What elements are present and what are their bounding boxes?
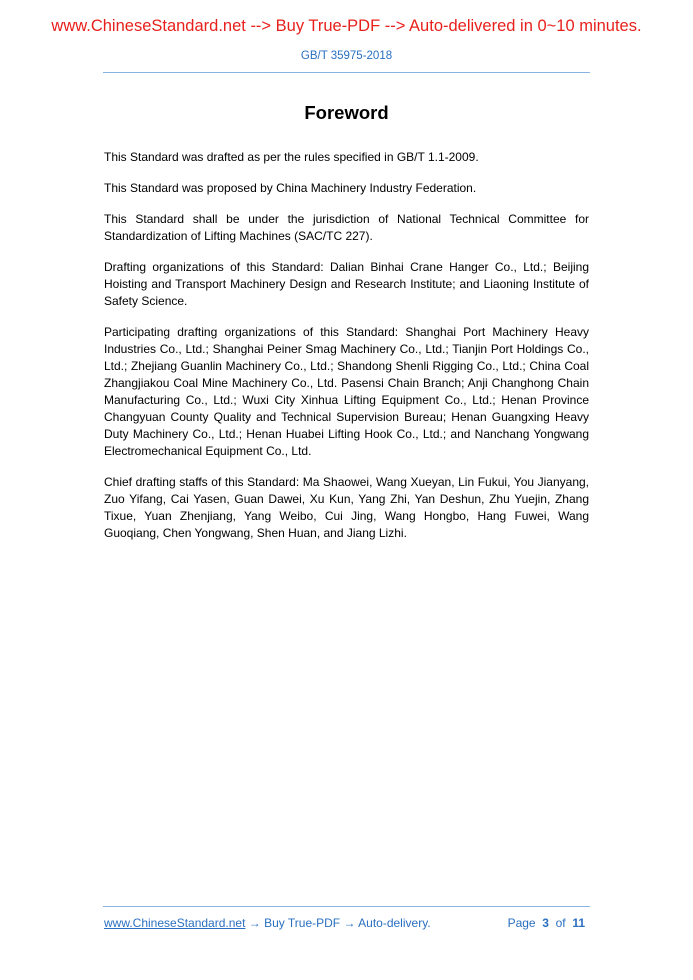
- footer-divider: [103, 906, 590, 907]
- arrow-right-icon: →: [343, 916, 356, 930]
- page-number: [508, 916, 585, 930]
- arrow-right-icon: →: [248, 916, 261, 930]
- header-divider: [103, 72, 590, 73]
- paragraph-chief-drafting-staff: Chief drafting staffs of this Standard: Ma Shaowei, Wang Xueyan, Lin Fukui, You Jianyang, Zuo Yifang, Cai Yasen, Guan Dawei, Xu Kun, Yang Zhi, Yan Deshun, Zhu Yuejin, Zhang Tixue, Yuan Zhenjiang, Yang Weibo, Cui Jing, Wang Hongbo, Hang Fuwei, Wang Guoqiang, Chen Yongwang, Shen Huan, and Jiang Lizhi.: [104, 475, 589, 540]
- page-footer: [104, 916, 589, 932]
- paragraph-participating-organizations: Participating drafting organizations of this Standard: Shanghai Port Machinery Heavy Industries Co., Ltd.; Shanghai Peiner Smag Machinery Co., Ltd.; Tianjin Port Holdings Co., Ltd.; Zhejiang Guanlin Machinery Co., Ltd.; Shandong Shenli Rigging Co., Ltd.; China Coal Zhangjiakou Coal Mine Machinery Co., Ltd. Pasensi Chain Branch; Anji Changhong Chain Manufacturing Co., Ltd.; Wuxi City Xinhua Lifting Equipment Co., Ltd.; Henan Province Changyuan County Quality and Technical Supervision Bureau; Henan Guangxing Heavy Duty Machinery Co., Ltd.; Henan Huabei Lifting Hook Co., Ltd.; and Nanchang Yongwang Electromechanical Equipment Co., Ltd.: [104, 325, 589, 458]
- buy-true-pdf-link[interactable]: Buy True-PDF: [264, 916, 341, 930]
- page-current: 3: [542, 916, 549, 930]
- paragraph-drafting-rules: This Standard was drafted as per the rules specified in GB/T 1.1-2009.: [104, 150, 479, 164]
- standard-code: GB/T 35975-2018: [300, 50, 393, 62]
- site-link[interactable]: www.ChineseStandard.net: [104, 916, 246, 930]
- page-total: 11: [572, 916, 585, 930]
- footer-links: [104, 916, 431, 930]
- page-label: Page: [507, 916, 536, 930]
- paragraph-jurisdiction: This Standard shall be under the jurisdiction of National Technical Committee for Standardization of Lifting Machines (SAC/TC 227).: [104, 212, 589, 243]
- auto-delivery-text: Auto-delivery.: [358, 916, 431, 930]
- foreword-body: [104, 149, 589, 556]
- paragraph-drafting-organizations: Drafting organizations of this Standard: Dalian Binhai Crane Hanger Co., Ltd.; Beijing Hoisting and Transport Machinery Design and Research Institute; and Liaoning Institute of Safety Science.: [104, 260, 589, 308]
- promo-banner-link[interactable]: www.ChineseStandard.net --> Buy True-PDF --> Auto-delivered in 0~10 minutes.: [51, 17, 642, 35]
- page-of: of: [555, 916, 566, 930]
- paragraph-proposed-by: This Standard was proposed by China Machinery Industry Federation.: [104, 181, 477, 195]
- page-title: Foreword: [304, 102, 389, 123]
